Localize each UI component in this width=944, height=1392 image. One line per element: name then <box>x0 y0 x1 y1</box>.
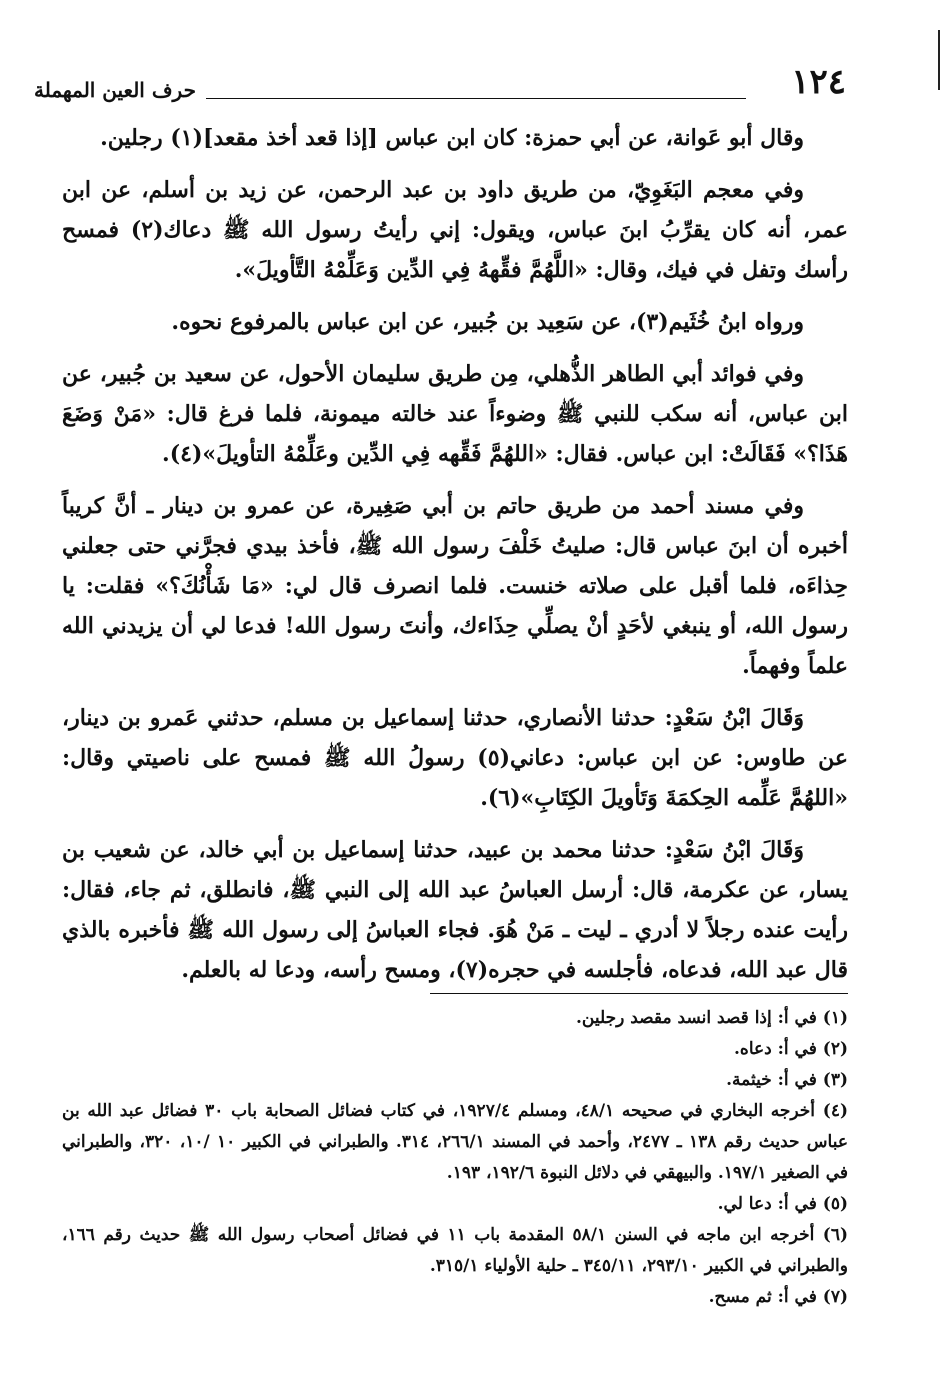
page-number: ١٢٤ <box>791 62 846 102</box>
footnote-2: (٢) في أ: دعاه. <box>734 1039 848 1059</box>
footnote-7: (٧) في أ: ثم مسح. <box>708 1287 848 1307</box>
paragraph-2: وفي معجم البَغَوِيّ، من طريق داود بن عبد الرحمن، عن زيد بن أسلم، عن ابن عمر، أنه كان يقرِّبُ ابنَ عباس، ويقول: إني رأيتُ رسول الله ﷺ دعاك(٢) فمسح رأسك وتفل في فيك، وقال: «اللَّهُمَّ فقِّههُ فِي الدِّين وَعَلِّمْهُ التَّأويلَ». <box>62 177 848 283</box>
paragraph-4: وفي فوائد أبي الطاهر الذُّهلي، مِن طريق سليمان الأحول، عن سعيد بن جُبير، عن ابن عباس، أنه سكب للنبي ﷺ وضوءاً عند خالته ميمونة، فلما فرغ قال: «مَنْ وَضَعَ هَذَا؟» فَقَالَتْ: ابن عباس. فقال: «اللهُمَّ فَقِّهه فِي الدِّين وعَلِّمْهُ التأويلَ»(٤). <box>62 361 848 467</box>
paragraph-6: وَقَالَ ابْنُ سَعْدٍ: حدثنا الأنصاري، حدثنا إسماعيل بن مسلم، حدثني عَمرو بن دينار، عن طاوس: عن ابن عباس: دعاني(٥) رسولُ الله ﷺ فمسح على ناصيتي وقال: «اللهُمَّ عَلِّمه الحِكمَةَ وَتَأويلَ الكِتَابِ»(٦). <box>62 705 849 811</box>
footnote-5: (٥) في أ: دعا لي. <box>717 1194 848 1214</box>
scan-edge-mark <box>938 30 940 90</box>
paragraph-1: وقال أبو عَوانة، عن أبي حمزة: كان ابن عباس [إذا قعد أخذ مقعد](١) رجلين. <box>100 125 804 151</box>
footnote-4: (٤) أخرجه البخاري في صحيحه ٤٨/١، ومسلم ١٩٢٧/٤، في كتاب فضائل الصحابة باب ٣٠ فضائل عبد الله بن عباس حديث رقم ١٣٨ ـ ٢٤٧٧، وأحمد في المسند ٢٦٦/١، ٣١٤. والطبراني في الكبير ١٠ /١٠، ٣٢٠، والطبراني في الصغير ١٩٧/١. والبيهقي في دلائل النبوة ١٩٢/٦، ١٩٣. <box>62 1101 849 1183</box>
header-rule <box>206 98 746 99</box>
running-header-title: حرف العين المهملة <box>34 78 196 102</box>
paragraph-3: ورواه ابنُ خُثَيم(٣)، عن سَعِيد بن جُبير، عن ابن عباس بالمرفوع نحوه. <box>171 309 804 335</box>
main-text <box>62 118 848 1002</box>
footnote-1: (١) في أ: إذا قصد انسد مقصد رجلين. <box>575 1008 848 1028</box>
footnote-6: (٦) أخرجه ابن ماجه في السنن ٥٨/١ المقدمة باب ١١ في فضائل أصحاب رسول الله ﷺ حديث رقم ١٦٦، والطبراني في الكبير ٢٩٣/١٠، ٣٤٥/١١ ـ حلية الأولياء ٣١٥/١. <box>62 1225 848 1276</box>
paragraph-5: وفي مسند أحمد من طريق حاتم بن أبي صَغِيرة، عن عمرو بن دينار ـ أنَّ كريباً أخبره أن ابنَ عباس قال: صليتُ خَلْفَ رسول الله ﷺ، فأخذ بيدي فجرَّني حتى جعلني حِذاءَه، فلما أقبل على صلاته خنست. فلما انصرف قال لي: «مَا شَأْنُكَ؟» فقلت: يا رسول الله، أو ينبغي لأحَدٍ أنْ يصلِّي حِذَاءك، وأنتَ رسول الله! فدعا لي أن يزيدني الله علماً وفهماً. <box>62 493 848 679</box>
footnotes <box>62 1003 848 1313</box>
footnote-separator <box>430 993 848 994</box>
footnote-3: (٣) في أ: خيثمة. <box>726 1070 848 1090</box>
paragraph-7: وَقَالَ ابْنُ سَعْدٍ: حدثنا محمد بن عبيد، حدثنا إسماعيل بن أبي خالد، عن شعيب بن يسار، عن عكرمة، قال: أرسل العباسُ عبد الله إلى النبي ﷺ، فانطلق، ثم جاء، فقال: رأيت عنده رجلاً لا أدري ـ ليت ـ مَنْ هُوَ. فجاء العباسُ إلى رسول الله ﷺ فأخبره بالذي قال عبد الله، فدعاه، فأجلسه في حجره(٧)، ومسح رأسه، ودعا له بالعلم. <box>62 837 848 983</box>
